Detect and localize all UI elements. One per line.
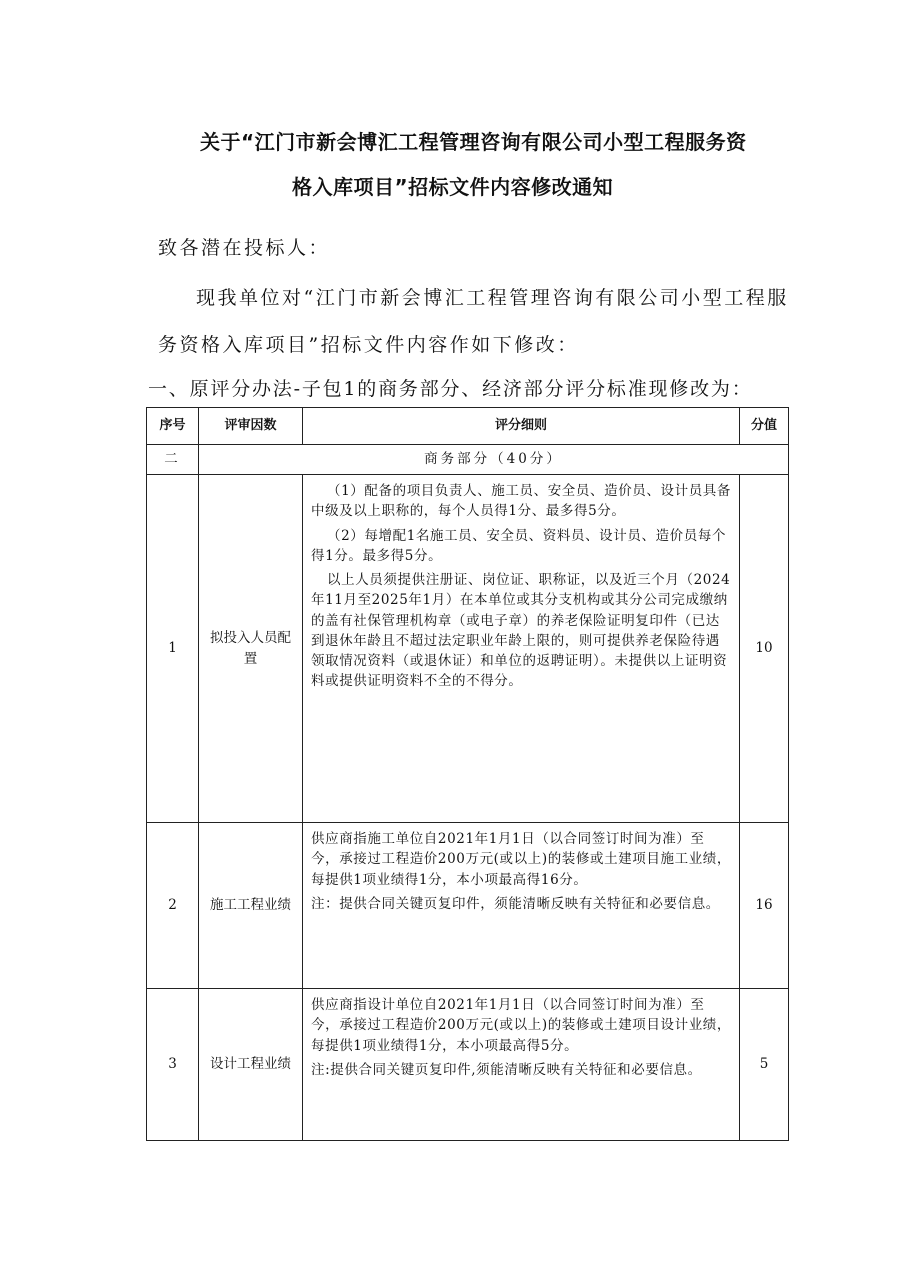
row-score: 10 (740, 475, 789, 823)
row-score: 5 (740, 989, 789, 1141)
detail-line: 供应商指设计单位自2021年1月1日（以合同签订时间为准）至今，承接过工程造价200万元(或以上)的装修或土建项目设计业绩，每提供1项业绩得1分，本小项最高得5分。 (311, 997, 731, 1054)
table-header-row (147, 408, 789, 445)
detail-line: 以上人员须提供注册证、岗位证、职称证，以及近三个月（2024年11月至2025年1月）在本单位或其分支机构或其分公司完成缴纳的盖有社保管理机构章（或电子章）的养老保险证明复印件（已达到退休年龄且不超过法定职业年龄上限的，则可提供养老保险待遇领取情况资料（或退休证）和单位的返聘证明）。未提供以上证明资料或提供证明资料不全的不得分。 (311, 572, 731, 690)
header-factor: 评审因数 (199, 408, 303, 445)
section-heading: 一、原评分办法-子包1的商务部分、经济部分评分标准现修改为： (148, 378, 753, 400)
section-row (147, 445, 789, 475)
detail-line: （2）每增配1名施工员、安全员、资料员、设计员、造价员每个得1分。最多得5分。 (311, 527, 727, 564)
detail-line: （1）配备的项目负责人、施工员、安全员、造价员、设计员具备中级及以上职称的，每个人员得1分、最多得5分。 (311, 483, 731, 520)
row-details (303, 823, 740, 989)
section-no: 二 (147, 445, 199, 475)
document-title-line-2: 格入库项目”招标文件内容修改通知 (292, 175, 614, 199)
row-no: 1 (147, 475, 199, 823)
detail-line: 注：提供合同关键页复印件，须能清晰反映有关特征和必要信息。 (311, 895, 720, 912)
header-detail: 评分细则 (303, 408, 740, 445)
table-row (147, 823, 789, 989)
detail-line: 注:提供合同关键页复印件,须能清晰反映有关特征和必要信息。 (311, 1061, 702, 1078)
document-title-line-1: 关于“江门市新会博汇工程管理咨询有限公司小型工程服务资 (200, 130, 747, 154)
row-details (303, 475, 740, 823)
salutation: 致各潜在投标人： (158, 237, 331, 259)
detail-line: 供应商指施工单位自2021年1月1日（以合同签订时间为准）至今，承接过工程造价200万元(或以上)的装修或土建项目施工业绩，每提供1项业绩得1分，本小项最高得16分。 (311, 831, 731, 888)
header-score: 分值 (740, 408, 789, 445)
header-no: 序号 (147, 408, 199, 445)
row-factor: 设计工程业绩 (199, 989, 303, 1141)
row-no: 3 (147, 989, 199, 1141)
table-row (147, 989, 789, 1141)
row-factor: 拟投入人员配置 (199, 475, 303, 823)
row-no: 2 (147, 823, 199, 989)
section-label: 商务部分（40分） (199, 445, 789, 475)
scoring-table (146, 407, 789, 1141)
row-score: 16 (740, 823, 789, 989)
intro-line-2: 务资格入库项目”招标文件内容作如下修改： (158, 334, 579, 356)
row-details (303, 989, 740, 1141)
row-factor: 施工工程业绩 (199, 823, 303, 989)
table-row (147, 475, 789, 823)
intro-line-1: 现我单位对“江门市新会博汇工程管理咨询有限公司小型工程服 (196, 287, 789, 309)
